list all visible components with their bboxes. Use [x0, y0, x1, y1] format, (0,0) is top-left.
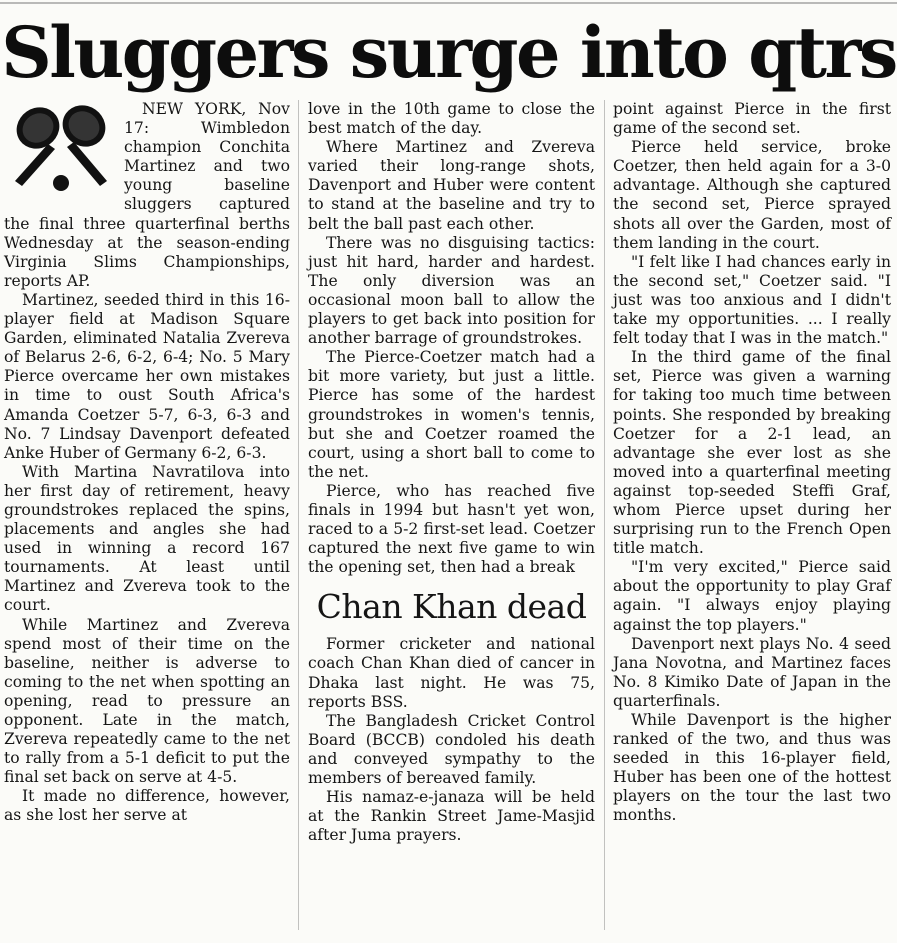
article-column-2: [308, 100, 595, 845]
tennis-rackets-icon: [4, 100, 116, 196]
article-paragraph: In the third game of the final set, Pierce was given a warning for taking too much time between points. She responded by breaking Coetzer for a 2-1 lead, an advantage she ever lost as she moved into a quarterfinal meeting against top-seeded Steffi Graf, whom Pierce upset during her surprising run to the French Open title match.: [613, 348, 891, 558]
article-paragraph: Pierce, who has reached five finals in 1994 but hasn't yet won, raced to a 5-2 first-set lead. Coetzer captured the next five game to win the opening set, then had a break: [308, 481, 595, 577]
article-paragraph: It made no difference, however, as she lost her serve at: [4, 787, 290, 825]
article-paragraph: "I felt like I had chances early in the second set," Coetzer said. "I just was too anxious and I didn't take my opportunities. ... I really felt today that I was in the match.": [613, 252, 891, 348]
top-rule: [0, 0, 897, 6]
article-paragraph: While Martinez and Zvereva spend most of their time on the baseline, neither is adverse to coming to the net when spotting an opening, read to pressure an opponent. Late in the match, Zvereva repeatedly came to the net to rally from a 5-1 deficit to put the final set back on serve at 4-5.: [4, 615, 290, 787]
article-paragraph: NEW YORK, Nov 17: Wimbledon champion Conchita Martinez and two young baseline sluggers captured the final three quarterfinal berths Wednesday at the season-ending Virginia Slims Championships, reports AP.: [4, 100, 290, 290]
sidebar-paragraph: His namaz-e-janaza will be held at the Rankin Street Jame-Masjid after Juma prayers.: [308, 788, 595, 845]
article-paragraph: point against Pierce in the first game of the second set.: [613, 100, 891, 138]
headline: Sluggers surge into qtrs: [1, 11, 896, 94]
sidebar-paragraph: Former cricketer and national coach Chan Khan died of cancer in Dhaka last night. He was 75, reports BSS.: [308, 635, 595, 711]
article-paragraph: Davenport next plays No. 4 seed Jana Novotna, and Martinez faces No. 8 Kimiko Date of Japan in the quarterfinals.: [613, 634, 891, 710]
article-paragraph: "I'm very excited," Pierce said about the opportunity to play Graf again. "I always enjoy playing against the top players.": [613, 558, 891, 634]
article-paragraph: There was no disguising tactics: just hit hard, harder and hardest. The only diversion was an occasional moon ball to allow the players to get back into position for another barrage of groundstrokes.: [308, 233, 595, 348]
column-rule: [604, 100, 605, 930]
article-paragraph: Martinez, seeded third in this 16-player field at Madison Square Garden, eliminated Natalia Zvereva of Belarus 2-6, 6-2, 6-4; No. 5 Mary Pierce overcame her own mistakes in time to oust South Africa's Amanda Coetzer 5-7, 6-3, 6-3 and No. 7 Lindsay Davenport defeated Anke Huber of Germany 6-2, 6-3.: [4, 290, 290, 462]
article-column-1: [4, 100, 290, 826]
article-paragraph: The Pierce-Coetzer match had a bit more variety, but just a little. Pierce has some of the hardest groundstrokes in women's tennis, but she and Coetzer roamed the court, using a short ball to come to the net.: [308, 348, 595, 481]
article-column-3: [613, 100, 891, 826]
article-paragraph: While Davenport is the higher ranked of the two, and thus was seeded in this 16-player field, Huber has been one of the hottest players on the tour the last two months.: [613, 711, 891, 825]
article-paragraph: love in the 10th game to close the best match of the day.: [308, 100, 595, 138]
column-rule: [298, 100, 299, 930]
sidebar-headline: Chan Khan dead: [316, 587, 587, 627]
sidebar-paragraph: The Bangladesh Cricket Control Board (BCCB) condoled his death and conveyed sympathy to the members of bereaved family.: [308, 711, 595, 787]
article-paragraph: Pierce held service, broke Coetzer, then held again for a 3-0 advantage. Although she captured the second set, Pierce sprayed shots all over the Garden, most of them landing in the court.: [613, 138, 891, 252]
article-paragraph: Where Martinez and Zvereva varied their long-range shots, Davenport and Huber were content to stand at the baseline and try to belt the ball past each other.: [308, 138, 595, 233]
article-paragraph: With Martina Navratilova into her first day of retirement, heavy groundstrokes replaced the spins, placements and angles she had used in winning a record 167 tournaments. At least until Martinez and Zvereva took to the court.: [4, 462, 290, 615]
